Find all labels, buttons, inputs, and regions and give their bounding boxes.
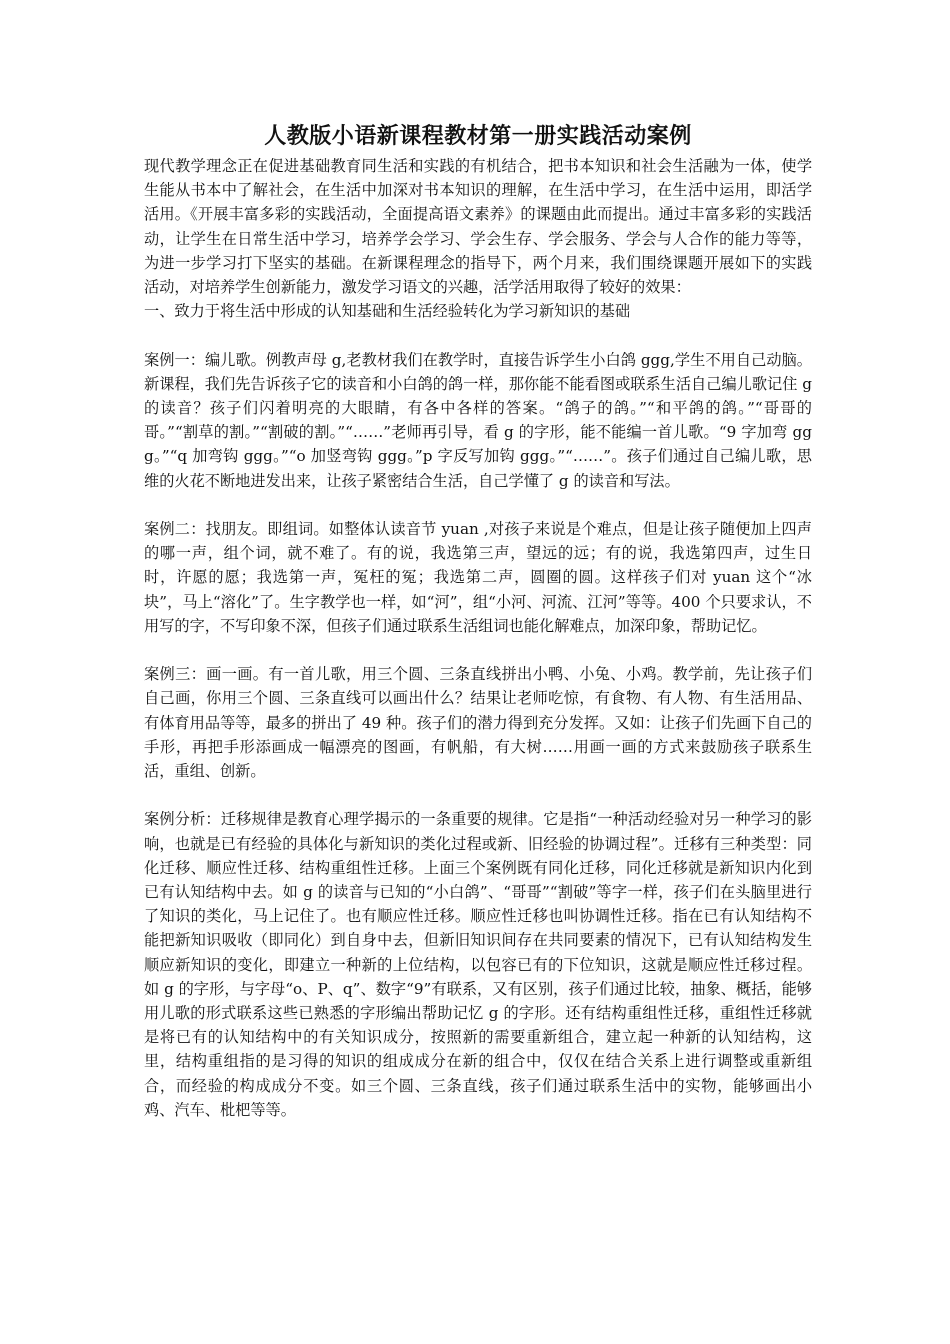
intro-paragraph: 现代教学理念正在促进基础教育同生活和实践的有机结合，把书本知识和社会生活融为一体，使学生能从书本中了解社会，在生活中加深对书本知识的理解，在生活中学习，在生活中运用，即活学活用。《开展丰富多彩的实践活动，全面提高语文素养》的课题由此而提出。通过丰富多彩的实践活动，让学生在日常生活中学习，培养学会学习、学会生存、学会服务、学会与人合作的能力等等，为进一步学习打下坚实的基础。在新课程理念的指导下，两个月来，我们围绕课题开展如下的实践活动，对培养学生创新能力，激发学习语文的兴趣，活学活用取得了较好的效果： [144,157,812,297]
document-title: 人教版小语新课程教材第一册实践活动案例 [264,124,692,149]
case-one-paragraph: 案例一：编儿歌。例教声母 g,老教材我们在教学时，直接告诉学生小白鸽 ggg,学生不用自己动脑。新课程，我们先告诉孩子它的读音和小白鸽的鸽一样，那你能不能看图或联系生活自己编儿歌记住 g 的读音？孩子们闪着明亮的大眼睛，有各中各样的答案。“鸽子的鸽。”“和平鸽的鸽。”“哥哥的哥。”“割草的割。”“割破的割。”“……”老师再引导，看 g 的字形，能不能编一首儿歌。“9 字加弯 ggg。”“q 加弯钩 ggg。”“o 加竖弯钩 ggg。”p 字反写加钩 ggg。”“……”。孩子们通过自己编儿歌，思维的火花不断地进发出来，让孩子紧密结合生活，自己学懂了 g 的读音和写法。 [144,350,812,490]
document-page [144,120,812,1122]
case-two-paragraph: 案例二：找朋友。即组词。如整体认读音节 yuan ,对孩子来说是个难点，但是让孩子随便加上四声的哪一声，组个词，就不难了。有的说，我选第三声，望远的远；有的说，我选第四声，过生日时，许愿的愿；我选第一声，冤枉的冤；我选第二声，圆圈的圆。这样孩子们对 yuan 这个“冰块”，马上“溶化”了。生字教学也一样，如“河”，组“小河、河流、江河”等等。400 个只要求认，不用写的字，不写印象不深，但孩子们通过联系生活组词也能化解难点，加深印象，帮助记忆。 [144,520,812,635]
paragraph-gap [144,493,812,517]
section-heading: 一、致力于将生活中形成的认知基础和生活经验转化为学习新知识的基础 [144,302,630,321]
analysis-paragraph: 案例分析：迁移规律是教育心理学揭示的一条重要的规律。它是指“一种活动经验对另一种学习的影响，也就是已有经验的具体化与新知识的类化过程或新、旧经验的协调过程”。迁移有三种类型：同化迁移、顺应性迁移、结构重组性迁移。上面三个案例既有同化迁移，同化迁移就是新知识内化到已有认知结构中去。如 g 的读音与已知的“小白鸽”、“哥哥”“割破”等字一样，孩子们在头脑里进行了知识的类化，马上记住了。也有顺应性迁移。顺应性迁移也叫协调性迁移。指在已有认知结构不能把新知识吸收（即同化）到自身中去，但新旧知识间存在共同要素的情况下，已有认知结构发生顺应新知识的变化，即建立一种新的上位结构，以包容已有的下位知识，这就是顺应性迁移过程。如 g 的字形，与字母“o、P、q”、数字“9”有联系，又有区别，孩子们通过比较，抽象、概括，能够用儿歌的形式联系这些已熟悉的字形编出帮助记忆 g 的字形。还有结构重组性迁移，重组性迁移就是将已有的认知结构中的有关知识成分，按照新的需要重新组合，建立起一种新的认知结构，这里，结构重组指的是习得的知识的组成成分在新的组合中，仅仅在结合关系上进行调整或重新组合，而经验的构成成分不变。如三个圆、三条直线，孩子们通过联系生活中的实物，能够画出小鸡、汽车、枇杷等等。 [144,810,812,1119]
paragraph-gap [144,638,812,662]
case-three-paragraph: 案例三：画一画。有一首儿歌，用三个圆、三条直线拼出小鸭、小兔、小鸡。教学前，先让孩子们自己画，你用三个圆、三条直线可以画出什么？结果让老师吃惊，有食物、有人物、有生活用品、有体育用品等等，最多的拼出了 49 种。孩子们的潜力得到充分发挥。又如：让孩子们先画下自己的手形，再把手形添画成一幅漂亮的图画，有帆船，有大树……用画一画的方式来鼓励孩子联系生活，重组、创新。 [144,665,812,781]
paragraph-gap [144,323,812,347]
paragraph-gap [144,783,812,807]
